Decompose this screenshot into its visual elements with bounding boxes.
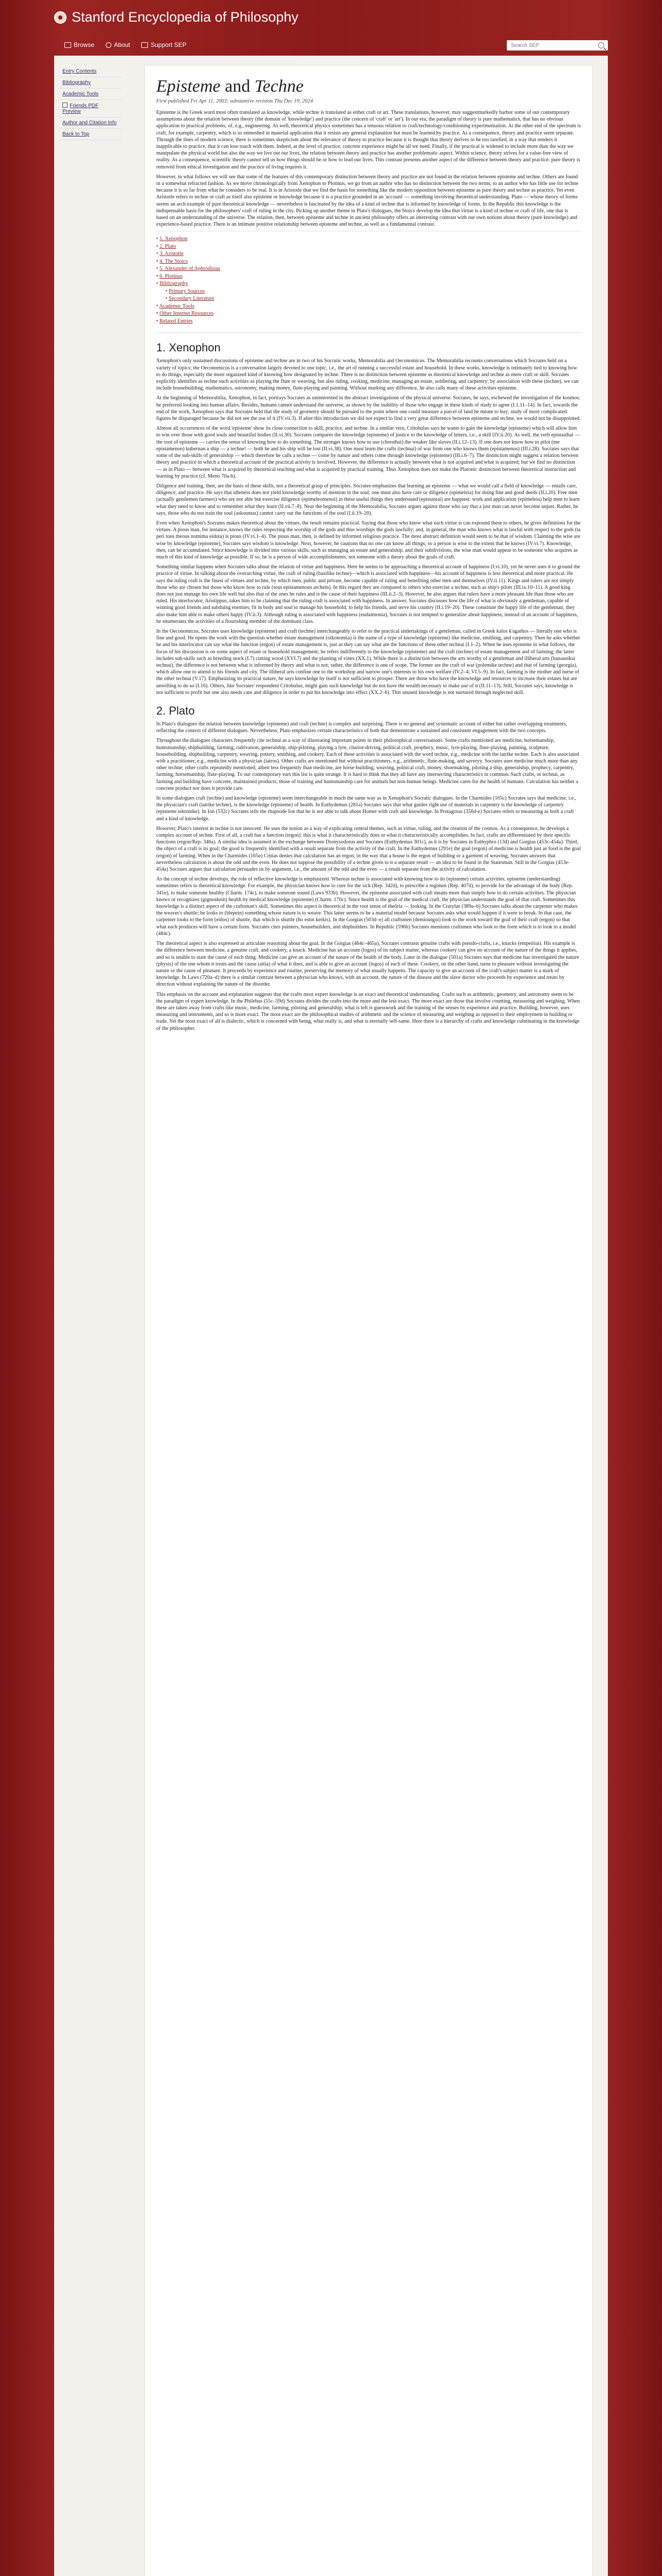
browse-icon [64,42,71,48]
toc-item [156,295,581,303]
search-input[interactable] [510,41,597,50]
section-paragraph: The theoretical aspect is also expressed as articulate reasoning about the goal. In the Gorgias (464c–465a), Socrates contrasts genuine crafts with pseudo-crafts, i.e., knacks (empeiriai). His example is the difference between medicine, a genuine craft, and cookery, a knack. Medicine has an account (logos) of its subject matter, whereas cookery can give no account of the nature of the things it applies, and so is unable to state the cause of each thing. Medicine can give an account of the nature of the health of the body. Later in the dialogue (501a) Socrates says that medicine has investigated the nature (physis) of the one whom it treats and the cause (aitia) of what it does, and is able to give an account (logos) of each of these. Cookery, on the other hand, turns to pleasure without investigating the nature or the cause of pleasure. It proceeds by experience and routine, preserving the memory of what usually happens. The capacity to give an account of the craft's subject matter is a mark of knowledge. In Laws (720a–d) there is a similar contrast between a physician who knows, with an account, the nature of the disease and the slave doctor who proceeds by experience and treats by direction without explaining the nature of the disorder. [156,941,579,988]
sidebar-item-pdf-preview[interactable]: Friends PDF Preview [59,100,121,117]
section-paragraph: As the concept of techne develops, the role of reflective knowledge is emphasized. Whereas techne is associated with knowing how to do (episteme) certain activities, episteme (understanding) sometimes refers to theoretical knowledge. For example, the physician knows how to cure for the sick (Rep. 342d), to prescribe a regimen (Rep. 407d), to provide for the advantage of the body (Rep. 341e), to make someone healthy (Charm. 174c), to make someone sound (Laws 933b). However, the episteme associated with craft means more than simply how to do certain activities. The physician knows or recognizes (gignoskein) health by medical knowledge (episteme) (Charm. 170c). Since health is the goal of the medical craft, the physician understands the goal of that craft. Sometimes this knowledge is a distinct aspect of the craftsman's skill. Sometimes this aspect is theoretical in the root sense of theôria — looking. In the Cratylus (389a–b) Socrates talks about the carpenter who makes the weaver's shuttle; he looks to (blepein) something whose nature is to weave. This latter seems to be a material model because Socrates asks what would happen if it were to break. In that case, the carpenter looks to the form (eidos) of shuttle, that which is shuttle (ho estin kerkis). In the Gorgias (503d–e) all craftsmen (demiourgoi) look to the work toward the goal of their craft (ergon) so that what each produces will have a certain form. Socrates cites painters, housebuilders, and shipbuilders. In Republic (596b) Socrates mentions craftsmen who look to the form which is to look to a model (484c). [156,876,578,937]
toc-item [156,243,581,251]
toc-link[interactable]: 3. Aristotle [159,251,184,257]
toc-item [156,318,581,326]
section-paragraph: In Plato's dialogues the relation between knowledge (episteme) and craft (techne) is complex and surprising. There is no general and systematic account of either but rather overlapping treatments, reflecting the context of different dialogues. Nevertheless, Plato emphasizes certain characteristics of both that demonstrate a sustained and consistent engagement with the two concepts. [156,721,567,734]
toc-link[interactable]: Primary Sources [169,288,205,294]
preamble-paragraph: Episteme is the Greek word most often translated as knowledge, while techne is translated as either craft or art. These translations, however, may suggestmarkedly harbor some of our contemporary assumptions about the relation between theory (the domain of 'knowledge') and practice (the concern of 'craft' or 'art'). In our era, the paradigm of theory is pure mathematics, that has no obvious application to practical problems; of, e.g., engineering. As well, theoretical physics sometimes has a tenuous relation to craft/technology/conditioning experimentation. At the other end of the spectrum is craft, for example, carpentry, which is so enmeshed in material application that it resists any general explanation but must be learned by practice. As a consequence, theory and practice seem separate. Through the lines of modern science, there is sometimes skepticism about the relevance of theory to practice because it is thought that theory derives to be too rarefied, in a way that renders it inapplicable to practice, that it can lose touch with them. Indeed, at the level of practice, concrete experience might be all we need. Finally, if the practical is widened to include more than the way we manipulate the physical world but also the way we live out our lives, the relation between theory and practice has another problematic aspect. Within science, theory strives for a value-free view of reality. As a consequence, scientific theory cannot tell us how things should be or how to lead our lives. This contrast presents another aspect of the difference between theory and practice: pure theory is removed from ethical investigation and the practice of living requires it. [156,110,581,170]
sidebar-item-author-citation[interactable]: Author and Citation Info [59,117,121,129]
preamble-paragraph: However, in what follows we will see that some of the features of this contemporary distinction between theory and practice are not found in the relation between episteme and techne. Others are found in a somewhat refracted fashion. As we move chronologically from Xenophon to Plotinus, we go from an author who has no distinction between the two terms, to an author who has little use for techne because it is so far from what he considers to be real. It is in Aristotle that we find the basis for something like the modern opposition between episteme as pure theory and techne as practice. Yet even Aristotle refers to techne or craft as itself also episteme or knowledge because it is a practice grounded in an 'account' — something involving theoretical understanding. Plato — whose theory of forms seems an arch example of pure theoretical knowledge — nevertheless is fascinated by the idea of a kind of techne that is informed by knowledge of forms. In the Republic this knowledge is the indispensable basis for the philosophers' craft of ruling in the city. Picking up another theme in Plato's dialogues, the Stoics develop the idea that virtue is a kind of techne or craft of life, one that is based on an understanding of the universe. The relation, then, between episteme and techne in ancient philosophy offers an interesting contrast with our own notions about theory (pure knowledge) and experience-based practice. There is an intimate positive relationship between episteme and techne, as well as a fundamental contrast. [156,174,578,228]
sidebar-item-entry-contents[interactable]: Entry Contents [59,66,121,77]
navbar [0,39,662,53]
toc-item [156,265,581,273]
toc-link[interactable]: 2. Plato [159,243,176,249]
section-paragraph: At the beginning of Memorabilia, Xenophon, in fact, portrays Socrates as uninterested in the abstract investigations of the physical universe. Socrates, he says, eschewed the investigation of the kosmos; he preferred looking into human affairs. Besides, humans cannot understand the universe, as shown by the inability of those who engage in these kinds of study to agree (I.1.11–14). In fact, towards the end of the work, Xenophon says that Socrates held that the study of geometry should be pursued to the point where one could measure a parcel of land he meant to buy; study of more complicated figures he disparaged because he did not see the use of it (IV.vii.3). If after this introduction we did not expect to find a very great difference between episteme and techne, we would not be disappointed. [156,395,581,422]
section-paragraph: Something similar happens when Socrates talks about the relation of virtue and happiness. Here he seems to be approaching a theoretical account of happiness (I.vi.10), yet he never uses it to ground the practice of virtue. In talking about the overarching virtue, the craft of ruling (basilike techne)—which is associated with happiness—his account of happiness is less theoretical and more practical. He says the ruling craft is the finest of virtues and techne, by which men, public and private, become capable of ruling and benefiting other men and themselves (IV.ii.11). Kings and rulers are not simply those who are chosen but those who know how to rule (tous epistamenous archein). In this regard they are compared to others who exercise a techne, such as ship's pilots (III.ix.10–11). A good king does not just manage his own life well but also that of the ones he rules and is the cause of their happiness (III.ii.2–3). However, he also argues that rulers have a more pleasant life than those who are ruled. His interlocutor, Aristippus, takes him to be claiming that the ruling craft is associated with happiness. In answer, Socrates discusses how the life of what is obviously a gentleman, capable of winning good friends and subduing enemies, fit in body and soul to manage his household, to help his friends, and serve his country (II.i.19–20). These constitute the happy life of the gentleman; they also make him able to make others happy (IV.ii.3). Although ruling is associated with happiness (eudaimonia), Socrates is not tempted to generalize about happiness; instead of an account of happiness, he enumerates the activities of a flourishing member of the dominant class. [156,564,581,624]
site-logo[interactable] [54,9,299,25]
section-paragraph: In the Oeconomicus, Socrates uses knowledge (episteme) and craft (techne) interchangeably to refer to the practical undertakings of a gentleman, called in Greek kalos k'agathos — literally one who is fine and good. He opens the work with the question whether estate management (oikonomia) is the name of a type of knowledge (episteme) like medicine, smithing, and carpentry. Then he asks whether he and his interlocutor can say what the function (ergon) of estate management is, just as they can say what are the functions of these other technai (I.1–2). When he uses episteme in what follows, the focus of his discussion is on some aspect of estate or household management; he refers indifferently to the knowledge (episteme) and the craft (techne) of estate management and of farming; the latter includes sub-skills such as breeding stock (I.7) cutting wood (XVI.7) and the planting of vines (XX.1). While there is a distinction between the arts worthy of a gentleman and illiberal arts (banausikai technai), the difference is not between what is informed by theory and what is not; rather, the difference is one of scope. The former are the craft of war (polemike techne) and that of farming (georgia), which allow one to attend to his friends and city. The illiberal arts confine one to the workshop and narrow one's interests to his own welfare (IV.2–4; VI.5–9). In fact, farming is the mother and nurse of the other technai (V.17). Emphasizing its practical nature, he says knowledge by itself is not sufficient to prosper. There are those who have the knowledge and resources to increase their estates but are unwilling to do so (I.16). Others, like Socrates' respondent Critobulus, might gain such knowledge but do not have the wealth necessary to make use of it (II.11–13). Still, Socrates says, knowledge is not sufficient to profit but one also needs care and diligence in order to put his knowledge into effect (XX.2–6). This unused knowledge is not nurtured through neglected skill. [156,628,581,696]
toc-item [156,288,581,296]
section-heading: 1. Xenophon [156,341,221,354]
pub-info: First published Fri Apr 11, 2003; substantive revision Thu Dec 19, 2024 [156,98,313,104]
nav-about[interactable]: About [106,41,130,48]
search-box [507,40,608,50]
nav-browse[interactable]: Browse [64,41,94,48]
toc-item [156,310,581,318]
section-paragraph: This emphasis on the account and explanation suggests that the crafts most expert knowledge is an exact and theoretical understanding. Crafts such as arithmetic, geometry, and astronomy seem to be the paradigm of expert knowledge. In the Philebus (55c–59d) Socrates divides the crafts into the more and the less exact. The more exact are those that involve counting, measuring and weighing. When these are taken away from crafts like music, medicine, farming, piloting and generalship, what is left is guesswork and the training of the senses by experience and practice. Building, however, uses measuring and instruments, and so is more exact. The most exact are the philosophical studies of arithmetic and the science of measuring and weighing as opposed to their employment in building or trade. Yet the most exact of all is dialectic, which is concerned with being, what really is, and what is eternally self-same. Here there is a hierarchy of crafts and knowledge culminating in the knowledge of the philosopher. [156,991,580,1031]
sidebar [59,66,121,140]
nav-support[interactable]: Support SEP [141,41,186,48]
toc-item [156,303,581,311]
section-paragraph: Diligence and training, then, are the basis of these skills, not a theoretical grasp of principles. Socrates emphasizes that learning an episteme — what we would call a field of knowledge — entails care, diligence, and practice. He says that idleness does not yield knowledge worthy of mention in the soul; one must also have care or diligence (epimeleia) for doing fine and good deeds (II.i.20). Free men (actually gentlemen farmers) who are not able but exercise diligence (epimeleomenoi) in these useful things they understand (epistantai) are happiest: work and application (epimeleia) help men to learn what they need to know and to remember what they learn (II.vii.7–8). Near the beginning of the Memorabilia, Socrates argues against those who say that a just man can never become unjust. Rather, he says, those who do not train the soul (askountas) cannot carry out the functions of the soul (I.ii.19–20). [156,483,580,516]
toc-link[interactable]: Related Entries [159,318,193,324]
section-paragraph: Xenophon's only sustained discussions of episteme and techne are in two of his Socratic works, Memorabilia and Oeconomicus. The Memorabilia recounts conversations which Socrates held on a variety of topics; the Oeconomicus is a conversation largely devoted to one topic, i.e., the art of running a successful estate and household. In these works, knowledge is intimately tied to knowing how to do things, especially the more organized kind of knowing how designated by techne. There is no distinction between episteme as theoretical knowledge and techne as mere craft or skill. Socrates explicitly identifies as techne such activities as playing the flute or weaving, but also riding, cooking, medicine, managing an estate, soldiering, and carpentry; by association with these (techne), we can include housebuilding, mathematics, astronomy, making money, flute-playing and painting. Without marking any difference, he also calls many of these activities episteme. [156,358,579,392]
toc-link[interactable]: Secondary Literature [169,296,214,302]
section-paragraph: Almost all occurrences of the word 'episteme' show its close connection to skill, practice, and techne. In a similar vein, Critobulus says he wants to gain the knowledge (episteme) which will allow him to win over those with good souls and beautiful bodies (II.vi.30). Socrates compares the knowledge (episteme) of justice to the knowledge of letters, i.e., a skill (IV.ii.20). As well, the verb epistasthai — the root of episteme — carries the sense of knowing how to do something. The stronger knows how to use (chresthai) the weaker like slaves (II.i.12–13). If one does not know how to pilot (me epistamenon) kubernan a ship — a techne! — both he and his ship will be lost (II.vi.38). One must learn the crafts (technai) of war from one who knows them (epistamenos) (III.i.28). Socrates says that some of the sub-skills of generalship — which therefore he calls a techne — come by nature and others come through knowledge (episteme) (III.i.6–7). The distinction might suggest a relation between theory and practice in which a theoretical account of the practical activity is involved. However, the difference is actually between what is not acquired and what is acquired; but we find no distinction — as in Plato — between what is acquired by theoretical teaching and what is acquired by practical training. Thus Xenophon does not make the Platonic distinction between theoretical instruction and learning by practice (cf. Meno 70a-b). [156,426,580,479]
toc-item [156,273,581,281]
sidebar-item-academic-tools[interactable]: Academic Tools [59,89,121,100]
entry-sections [156,341,581,1031]
sidebar-item-bibliography[interactable]: Bibliography [59,77,121,89]
toc-link[interactable]: 5. Alexander of Aphrodisias [159,266,221,272]
site-title: Stanford Encyclopedia of Philosophy [72,9,299,25]
site-header [0,0,662,39]
toc-link[interactable]: 1. Xenophon [159,236,188,242]
toc-item [156,250,581,258]
toc-link[interactable]: Academic Tools [159,303,194,309]
sidebar-item-back-to-top[interactable]: Back to Top [59,129,121,140]
support-icon [141,42,148,48]
section-paragraph: In some dialogues craft (techne) and knowledge (episteme) seem interchangeable in much the same way as in Xenophon's Socratic dialogues. In the Charmides (165c) Socrates says that medicine, i.e., the physician's craft (iatrike techne), is the knowledge (episteme) of health. In Euthydemus (281a) Socrates says that what guides right use of materials in carpentry is the knowledge of carpentry (episteme tektonike). In Ion (532c) Socrates tells the rhapsode Ion that he is not able to talk about Homer with craft and knowledge. In Protagoras (356d-e) Socrates refers to measuring as both a craft and a kind of knowledge. [156,795,576,822]
toc-item [156,235,581,243]
toc-link[interactable]: Other Internet Resources [159,311,214,317]
entry-preamble [156,109,581,228]
section-heading: 2. Plato [156,704,195,717]
toc-item [156,258,581,266]
seal-icon [54,11,67,24]
entry-main [144,65,593,2576]
toc-link[interactable]: Bibliography [159,281,188,287]
entry-title: Episteme and Techne [156,77,304,96]
info-icon [106,42,111,48]
toc-link[interactable]: 4. The Stoics [159,258,188,264]
section-paragraph: Throughout the dialogues characters frequently cite technai as a way of illustrating important points in their philosophical conversations. Some crafts mentioned are medicine, horsemanship, huntsmanship, shipbuilding, farming, cultivation, generalship, ship-piloting, playing a lyre, chariot-driving, political craft, prophecy, music, lyre-playing, flute-playing, painting, sculpture, housebuilding, shipbuilding, carpentry, weaving, pottery, smithing, and cookery. Each of these activities is associated with the word techne, e.g., medicine with the iatrike techne. Each is also associated with a practitioner, e.g., medicine with a physician (iatros). Other crafts are mentioned but without practitioners, e.g., arithmetic, flute-making, and saveryy. Socrates uses medicine much more than any other techne; other crafts repeatedly mentioned, albeit less frequently than medicine, are horse-building, weaving, political craft, money, shoemaking, piloting a ship, generalship, prophecy, carpentry, farming, horsemanship, flute-playing. To our contemporary ears this list is quite strange. It is hard to think that they all have any intersecting characteristics in common. Such crafts, or technai, as farming and building have concrete, maintained products; those of training and huntsmanship care for animals but non-human beings. Medicine cares for the health of humans. Calculation has neither a concrete product nor does it provide care. [156,738,579,791]
section-paragraph: However, Plato's interest in techne is not innocent. He uses the notion as a way of explicating central themes, such as virtue, ruling, and the creation of the cosmos. As a consequence, he develops a complex account of techne. First of all, a craft has a function (ergon): this is what it characteristically does or what it characteristically accomplishes. In fact, crafts are differentiated by their specific functions (ergon/Rep. 346a). A similar idea is assumed in the exchange between Dionysodorus and Socrates (Euthydemus 301c), as it is by Socrates in Euthyphro (13d) and Gorgias (453c-454a). Third, the object of a craft is its goal; the good is frequently identified with a result separate from the activity of the craft. In the Euthydemus (291e) the goal (ergon) of medicine is health just as food is the goal (ergon) of farming. When in the Charmides (165e) Critias denies that calculation has an ergon, in the way that a house is the ergon of building or a garment of weaving, Socrates answers that nevertheless calculation is about the odd and the even. He does not suppose the possibility of a techne given to it a separate result — an idea to be found in the Statesman. Still in the Gorgias (453e-454a) Socrates argues that calculation persuades us by argument, i.e., the amount of the odd and the even — a result separate from the activity of calculation. [156,825,581,873]
section-paragraph: Even when Xenophon's Socrates makes theoretical about the virtues, the result remains practical. Saying that those who know what each virtue is can expound these to others, he gives definitions for the virtues. A pious man, for instance, knows the rules respecting the worship of the gods and thus worships the gods lawfully; and, in general, the man who knows what is lawful with respect to the gods (ta peri tous theous nomima eidota) is pious (IV.vi.1–4). The pious man, then, is defined by informed religious practice. The most abstract definition would seem to be that of wisdom. Claiming the wise are wise by knowledge (episteme), Socrates says wisdom is knowledge. Next, however, he cautions that no one can know all things; so a person is wise to the extent that he knows (IV.vi.7). Knowledge, then, can be accumulated. Since knowledge is divided into various skills, such as managing an estate and generalship, and their subdivisions, the wise man would appear to be someone who acquires as much of this kind of knowledge as possible. If so, he is a person of wide accomplishments, not someone with a theory about the goals of craft. [156,520,581,560]
toc-link[interactable]: 6. Plotinus [159,273,183,279]
toc-list [156,235,581,325]
table-of-contents [156,231,581,333]
page-body [54,56,608,2576]
search-icon[interactable] [598,42,604,48]
toc-item [156,280,581,288]
